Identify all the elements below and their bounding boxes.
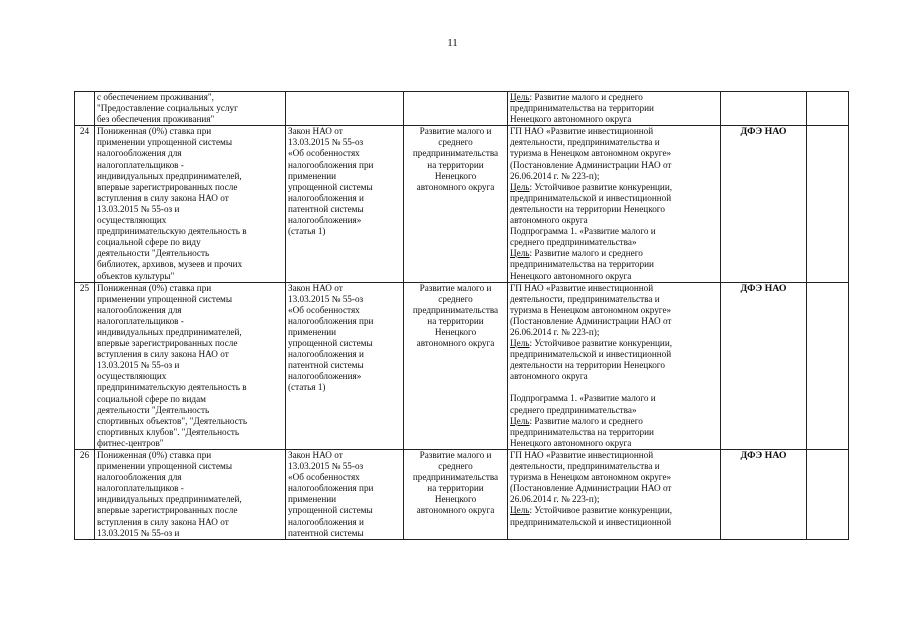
org-cell xyxy=(721,92,807,126)
benefit-cell: Пониженная (0%) ставка при применении упрощенной системы налогообложения для налогоплательщиков - индивидуальных предпринимателей, впервые зарегистрированных после вступления в силу закона НАО от 13.03.2015 № 55-оз и xyxy=(95,450,286,540)
extra-cell xyxy=(807,450,849,540)
goal-label: Цель xyxy=(510,415,530,426)
row-number-cell xyxy=(75,92,95,126)
extra-cell xyxy=(807,126,849,282)
program-cell: ГП НАО «Развитие инвестиционной деятельности, предпринимательства и туризма в Ненецком автономном округе» (Постановление Администрации НАО от 26.06.2014 г. № 223-п); Цель: Устойчивое развитие конкуренции, предпринимательской и инвестиционной xyxy=(508,450,721,540)
purpose-cell: Развитие малого и среднего предпринимательства на территории Ненецкого автономного округа xyxy=(404,126,508,282)
goal-label: Цель xyxy=(510,181,530,192)
org-cell: ДФЭ НАО xyxy=(721,126,807,282)
row-number-cell: 24 xyxy=(75,126,95,282)
goal-label: Цель xyxy=(510,505,530,516)
page-number: 11 xyxy=(447,37,458,49)
org-cell: ДФЭ НАО xyxy=(721,282,807,449)
table-row xyxy=(75,450,849,540)
purpose-cell xyxy=(404,92,508,126)
table-row xyxy=(75,282,849,449)
program-cell: ГП НАО «Развитие инвестиционной деятельности, предпринимательства и туризма в Ненецком автономном округе» (Постановление Администрации НАО от 26.06.2014 г. № 223-п); Цель: Устойчивое развитие конкуренции, предпринимательской и инвестиционной деятельности на территории Ненецкого автономного округа Подпрограмма 1. «Развитие малого и среднего предпринимательства» Цель: Развитие малого и среднего предпринимательства на территории Ненецкого автономного округа xyxy=(508,126,721,282)
program-cell: Цель: Развитие малого и среднего предпринимательства на территории Ненецкого автономного округа xyxy=(508,92,721,126)
extra-cell xyxy=(807,92,849,126)
goal-label: Цель xyxy=(510,338,530,349)
benefit-cell: Пониженная (0%) ставка при применении упрощенной системы налогообложения для налогоплательщиков - индивидуальных предпринимателей, впервые зарегистрированных после вступления в силу закона НАО от 13.03.2015 № 55-оз и осуществляющих предпринимательскую деятельность в социальной сфере по виду деятельности "Деятельность библиотек, архивов, музеев и прочих объектов культуры" xyxy=(95,126,286,282)
purpose-cell: Развитие малого и среднего предпринимательства на территории Ненецкого автономного округа xyxy=(404,450,508,540)
goal-label: Цель xyxy=(510,92,530,102)
law-cell: Закон НАО от 13.03.2015 № 55-оз «Об особенностях налогообложения при применении упрощенной системы налогообложения и патентной системы налогообложения» (статья 1) xyxy=(286,126,404,282)
tax-benefits-table xyxy=(74,91,849,540)
goal-label: Цель xyxy=(510,248,530,259)
table-row xyxy=(75,126,849,282)
table-row xyxy=(75,92,849,126)
org-cell: ДФЭ НАО xyxy=(721,450,807,540)
benefit-cell: Пониженная (0%) ставка при применении упрощенной системы налогообложения для налогоплательщиков - индивидуальных предпринимателей, впервые зарегистрированных после вступления в силу закона НАО от 13.03.2015 № 55-оз и осуществляющих предпринимательскую деятельность в социальной сфере по видам деятельности "Деятельность спортивных объектов", "Деятельность спортивных клубов". "Деятельность фитнес-центров" xyxy=(95,282,286,449)
extra-cell xyxy=(807,282,849,449)
benefit-cell: с обеспечением проживания", "Предоставление социальных услуг без обеспечения проживания" xyxy=(95,92,286,126)
law-cell xyxy=(286,92,404,126)
row-number-cell: 25 xyxy=(75,282,95,449)
program-cell: ГП НАО «Развитие инвестиционной деятельности, предпринимательства и туризма в Ненецком автономном округе» (Постановление Администрации НАО от 26.06.2014 г. № 223-п); Цель: Устойчивое развитие конкуренции, предпринимательской и инвестиционной деятельности на территории Ненецкого автономного округа Подпрограмма 1. «Развитие малого и среднего предпринимательства» Цель: Развитие малого и среднего предпринимательства на территории Ненецкого автономного округа xyxy=(508,282,721,449)
law-cell: Закон НАО от 13.03.2015 № 55-оз «Об особенностях налогообложения при применении упрощенной системы налогообложения и патентной системы налогообложения» (статья 1) xyxy=(286,282,404,449)
purpose-cell: Развитие малого и среднего предпринимательства на территории Ненецкого автономного округа xyxy=(404,282,508,449)
law-cell: Закон НАО от 13.03.2015 № 55-оз «Об особенностях налогообложения при применении упрощенной системы налогообложения и патентной системы xyxy=(286,450,404,540)
row-number-cell: 26 xyxy=(75,450,95,540)
